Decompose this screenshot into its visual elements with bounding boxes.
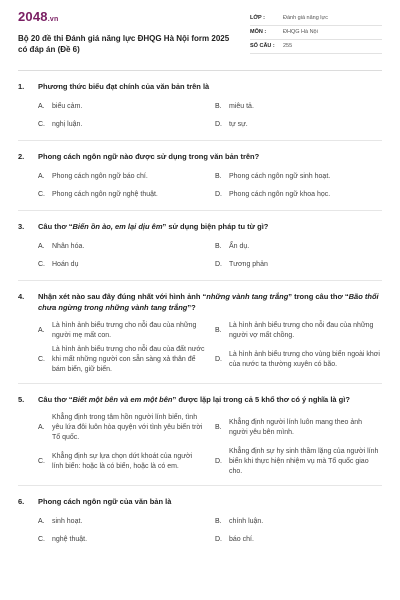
- option-letter: C.: [38, 121, 45, 129]
- question-text: Nhận xét nào sau đây đúng nhất với hình ảnh “những vành tang trắng” trong câu thơ “Bão thổi chưa ngừng trong những vành tang trắng”?: [38, 292, 379, 312]
- answer-options: [18, 319, 382, 377]
- answer-options: [18, 98, 382, 134]
- option-letter: A.: [38, 173, 45, 181]
- option-text: tự sự.: [229, 121, 248, 128]
- option-a[interactable]: [38, 411, 205, 445]
- option-b[interactable]: [215, 319, 382, 343]
- option-letter: A.: [38, 518, 45, 526]
- option-c[interactable]: [38, 531, 205, 549]
- meta-value[interactable]: ĐHQG Hà Nội: [283, 28, 318, 35]
- question-3: [18, 211, 382, 281]
- option-letter: B.: [215, 243, 222, 251]
- option-letter: D.: [215, 261, 222, 269]
- option-letter: D.: [215, 536, 222, 544]
- option-b[interactable]: [215, 513, 382, 531]
- question-text: Câu thơ “Biết một bên và em một bên” được lặp lại trong cả 5 khổ thơ có ý nghĩa là gì?: [38, 395, 350, 404]
- question-text: Phong cách ngôn ngữ nào được sử dụng trong văn bản trên?: [38, 152, 260, 161]
- option-letter: B.: [215, 518, 222, 526]
- option-a[interactable]: [38, 168, 205, 186]
- option-b[interactable]: [215, 98, 382, 116]
- option-c[interactable]: [38, 343, 205, 377]
- option-letter: C.: [38, 191, 45, 199]
- option-letter: A.: [38, 327, 45, 335]
- question-6: [18, 486, 382, 555]
- option-d[interactable]: [215, 256, 382, 274]
- option-text: Khẳng định sự lựa chọn dứt khoát của người lính biển: hoặc là có biển, hoặc là có em.: [52, 453, 193, 470]
- option-text: miêu tả.: [229, 103, 254, 110]
- option-letter: D.: [215, 356, 222, 364]
- option-text: Phong cách ngôn ngữ nghệ thuật.: [52, 191, 158, 198]
- option-text: Là hình ảnh biểu trưng cho nỗi đau của những người mẹ mất con.: [52, 322, 197, 339]
- option-b[interactable]: [215, 168, 382, 186]
- option-letter: C.: [38, 356, 45, 364]
- option-text: biểu cảm.: [52, 103, 83, 110]
- meta-row-subject: [250, 26, 382, 40]
- option-a[interactable]: [38, 513, 205, 531]
- option-d[interactable]: [215, 343, 382, 377]
- question-text: Phong cách ngôn ngữ của văn bản là: [38, 497, 172, 506]
- option-letter: B.: [215, 327, 222, 335]
- option-letter: C.: [38, 458, 45, 466]
- option-text: báo chí.: [229, 536, 254, 543]
- question-number: 3.: [18, 222, 25, 231]
- option-a[interactable]: [38, 238, 205, 256]
- option-d[interactable]: [215, 186, 382, 204]
- document-meta: [250, 12, 382, 54]
- option-text: Khẳng định người lính luôn mang theo ảnh người yêu bên mình.: [229, 419, 363, 436]
- option-d[interactable]: [215, 531, 382, 549]
- option-letter: D.: [215, 458, 222, 466]
- option-c[interactable]: [38, 186, 205, 204]
- option-text: nghị luận.: [52, 121, 83, 128]
- option-text: sinh hoạt.: [52, 518, 83, 525]
- option-letter: B.: [215, 173, 222, 181]
- option-letter: B.: [215, 103, 222, 111]
- question-number: 6.: [18, 497, 25, 506]
- question-number: 5.: [18, 395, 25, 404]
- meta-row-class: [250, 12, 382, 26]
- meta-row-count: [250, 40, 382, 54]
- option-b[interactable]: [215, 411, 382, 445]
- question-number: 1.: [18, 82, 25, 91]
- option-c[interactable]: [38, 256, 205, 274]
- option-letter: A.: [38, 424, 45, 432]
- question-text: Câu thơ “Biển ồn ào, em lại dịu êm” sử dụng biện pháp tu từ gì?: [38, 222, 269, 231]
- answer-options: [18, 513, 382, 549]
- option-d[interactable]: [215, 116, 382, 134]
- option-text: Phong cách ngôn ngữ khoa học.: [229, 191, 331, 198]
- option-d[interactable]: [215, 445, 382, 479]
- site-logo[interactable]: 2048.vn: [18, 9, 59, 24]
- question-number: 2.: [18, 152, 25, 161]
- option-letter: D.: [215, 191, 222, 199]
- option-text: Phong cách ngôn ngữ sinh hoạt.: [229, 173, 331, 180]
- meta-key: SỐ CÂU :: [250, 42, 275, 49]
- option-letter: D.: [215, 121, 222, 129]
- option-text: Là hình ảnh biểu trưng cho nỗi đau của những người vợ mất chồng.: [229, 322, 374, 339]
- page-header: [0, 0, 400, 70]
- option-a[interactable]: [38, 98, 205, 116]
- option-text: Phong cách ngôn ngữ báo chí.: [52, 173, 148, 180]
- option-letter: A.: [38, 103, 45, 111]
- question-number: 4.: [18, 292, 25, 301]
- question-list: [0, 71, 400, 555]
- question-2: [18, 141, 382, 211]
- question-4: [18, 281, 382, 384]
- option-letter: B.: [215, 424, 222, 432]
- meta-key: LỚP :: [250, 14, 265, 21]
- option-a[interactable]: [38, 319, 205, 343]
- answer-options: [18, 411, 382, 479]
- answer-options: [18, 168, 382, 204]
- option-letter: A.: [38, 243, 45, 251]
- question-1: [18, 71, 382, 141]
- document-title: Bộ 20 đề thi Đánh giá năng lực ĐHQG Hà Nội form 2025 có đáp án (Đề 6): [18, 34, 230, 54]
- option-text: Tương phản: [229, 261, 268, 268]
- option-c[interactable]: [38, 116, 205, 134]
- option-text: Hoán dụ: [52, 261, 79, 268]
- meta-value[interactable]: Đánh giá năng lực: [283, 14, 328, 21]
- option-b[interactable]: [215, 238, 382, 256]
- meta-key: MÔN :: [250, 28, 267, 35]
- option-text: Khẳng định trong tâm hồn người lính biển, tình yêu lứa đôi luôn hòa quyện với tình yêu biển trời Tổ quốc.: [52, 414, 203, 441]
- option-text: nghệ thuật.: [52, 536, 88, 543]
- option-text: Là hình ảnh biểu trưng cho nỗi đau của đất nước khi mất những người con sẵn sàng xả thân để bám biển, giữ biển.: [52, 346, 205, 373]
- option-c[interactable]: [38, 445, 205, 479]
- question-text: Phương thức biểu đạt chính của văn bản trên là: [38, 82, 210, 91]
- option-text: chính luận.: [229, 518, 264, 525]
- option-text: Nhân hóa.: [52, 243, 85, 250]
- option-text: Ẩn dụ.: [229, 243, 250, 250]
- option-text: Là hình ảnh biểu trưng cho vùng biển ngoài khơi của nước ta thường xuyên có bão.: [229, 351, 380, 368]
- meta-value: 255: [283, 42, 293, 49]
- option-letter: C.: [38, 536, 45, 544]
- answer-options: [18, 238, 382, 274]
- option-letter: C.: [38, 261, 45, 269]
- question-5: [18, 384, 382, 486]
- option-text: Khẳng định sự hy sinh thầm lặng của người lính biển khi thực hiện nhiệm vụ mà Tổ quốc giao cho.: [229, 448, 379, 475]
